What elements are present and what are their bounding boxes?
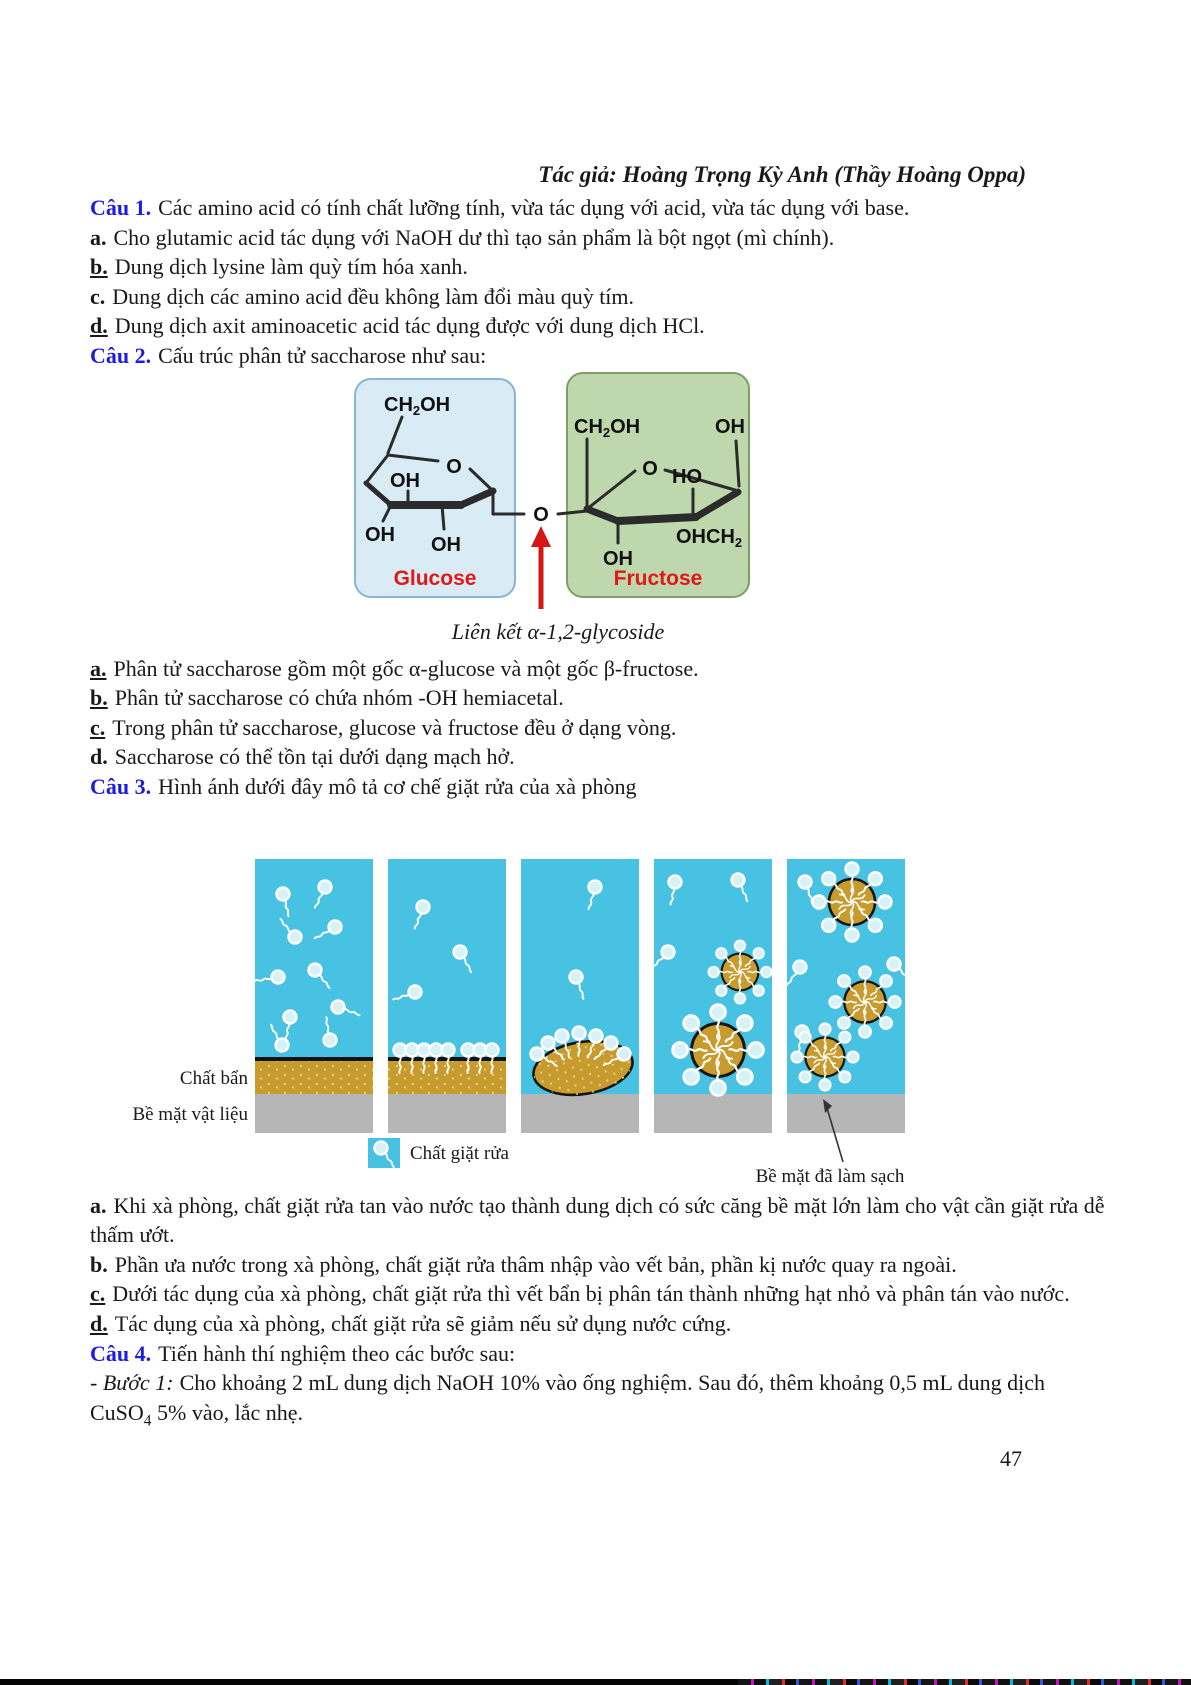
question-3-text: Hình ánh dưới đây mô tả cơ chế giặt rửa của xà phòng xyxy=(158,773,637,799)
soap-panel-3 xyxy=(521,859,639,1133)
soap-panel-2 xyxy=(388,859,506,1133)
step-label: - Bước 1: xyxy=(90,1370,174,1396)
question-1-line xyxy=(90,193,1110,223)
question-3-label: Câu 3. xyxy=(90,773,152,799)
fructose-ho-inner: HO xyxy=(672,465,702,488)
option-key: a. xyxy=(90,655,107,681)
soap-panel-4 xyxy=(647,859,772,1133)
glycosidic-o: O xyxy=(533,503,549,526)
step-text-cont: 5% vào, lắc nhẹ. xyxy=(151,1399,303,1425)
option-text: Phân tử saccharose gồm một gốc α-glucose và một gốc β-fructose. xyxy=(113,655,699,681)
question-4-line xyxy=(90,1339,1110,1369)
bottom-scan-line xyxy=(0,1679,1191,1685)
glycoside-caption: Liên kết α-1,2-glycoside xyxy=(451,618,665,644)
q4-step-1 xyxy=(90,1368,1110,1436)
question-4-text: Tiến hành thí nghiệm theo các bước sau: xyxy=(158,1340,516,1366)
option-text: Khi xà phòng, chất giặt rửa tan vào nước tạo thành dung dịch có sức căng bề mặt lớn làm cho vật cần giặt rửa dễ thấm ướt. xyxy=(90,1192,1105,1248)
option-key: d. xyxy=(90,313,108,339)
cuso4-subscript: 4 xyxy=(143,1412,152,1430)
option-text: Tác dụng của xà phòng, chất giặt rửa sẽ giảm nếu sử dụng nước cứng. xyxy=(114,1310,732,1336)
soap-diagram xyxy=(90,802,1110,1191)
soap-mechanism-figure xyxy=(90,802,1110,1191)
option-text: Phân tử saccharose có chứa nhóm -OH hemiacetal. xyxy=(114,685,564,711)
q1-option-d xyxy=(90,311,1110,341)
page-content xyxy=(90,193,1110,1473)
question-2-line xyxy=(90,341,1110,371)
q2-option-b xyxy=(90,683,1110,713)
option-key: a. xyxy=(90,1192,107,1218)
glucose-ch2oh-label: $CH_2OH$ xyxy=(384,393,451,418)
question-4-label: Câu 4. xyxy=(90,1340,152,1366)
option-text: Dưới tác dụng của xà phòng, chất giặt rửa thì vết bẩn bị phân tán thành những hạt nhỏ và phân tán vào nước. xyxy=(112,1281,1070,1307)
question-2-label: Câu 2. xyxy=(90,342,152,368)
option-key: b. xyxy=(90,685,108,711)
q1-option-b xyxy=(90,252,1110,282)
glucose-oh-left: OH xyxy=(365,523,395,546)
option-text: Phần ưa nước trong xà phòng, chất giặt rửa thâm nhập vào vết bản, phần kị nước quay ra ngoài. xyxy=(114,1251,957,1277)
fructose-ring-o: O xyxy=(642,457,658,480)
q2-option-a xyxy=(90,654,1110,684)
legend-detergent xyxy=(368,1138,510,1171)
q3-option-c xyxy=(90,1279,1110,1309)
q3-option-d xyxy=(90,1309,1110,1339)
option-text: Dung dịch axit aminoacetic acid tác dụng được với dung dịch HCl. xyxy=(114,313,705,339)
glucose-name: Glucose xyxy=(393,566,477,590)
fructose-name: Fructose xyxy=(613,566,703,590)
page-number: 47 xyxy=(1000,1445,1022,1471)
soap-panel-1 xyxy=(254,859,373,1133)
soap-panel-5 xyxy=(781,859,915,1133)
option-text: Dung dịch các amino acid đều không làm đổi màu quỳ tím. xyxy=(112,283,635,309)
fructose-ohch2-label: $OHCH_2$ xyxy=(676,525,743,550)
option-key: d. xyxy=(90,1310,108,1336)
saccharose-diagram xyxy=(90,371,1110,654)
saccharose-figure xyxy=(90,371,1110,654)
glucose-oh-bottom: OH xyxy=(431,533,461,556)
option-text: Saccharose có thể tồn tại dưới dạng mạch hở. xyxy=(114,744,515,770)
question-3-line xyxy=(90,772,1110,802)
option-text: Cho glutamic acid tác dụng với NaOH dư thì tạo sản phẩm là bột ngọt (mì chính). xyxy=(113,224,835,250)
option-key: c. xyxy=(90,283,106,309)
option-key: d. xyxy=(90,744,108,770)
label-dirt: Chất bẩn xyxy=(179,1067,248,1089)
q3-option-b xyxy=(90,1250,1110,1280)
step-text: Cho khoảng 2 mL dung dịch NaOH 10% vào ống nghiệm. Sau đó, thêm khoảng 0,5 mL dung dịch CuSO xyxy=(90,1370,1046,1425)
glucose-ring-o: O xyxy=(446,455,462,478)
option-key: a. xyxy=(90,224,107,250)
q1-option-a xyxy=(90,223,1110,253)
glucose-oh-inner: OH xyxy=(390,469,420,492)
label-detergent: Chất giặt rửa xyxy=(410,1142,509,1164)
q2-option-c xyxy=(90,713,1110,743)
fructose-ch2oh-label: $CH_2OH$ xyxy=(574,415,641,440)
option-text: Trong phân tử saccharose, glucose và fructose đều ở dạng vòng. xyxy=(112,714,677,740)
option-key: b. xyxy=(90,254,108,280)
q3-option-a xyxy=(90,1191,1110,1250)
question-1-label: Câu 1. xyxy=(90,195,152,220)
label-surface: Bề mặt vật liệu xyxy=(132,1103,248,1125)
q1-option-c xyxy=(90,282,1110,312)
option-key: c. xyxy=(90,714,106,740)
option-key: b. xyxy=(90,1251,108,1277)
question-1-text: Các amino acid có tính chất lưỡng tính, vừa tác dụng với acid, vừa tác dụng với base. xyxy=(158,195,910,220)
option-text: Dung dịch lysine làm quỳ tím hóa xanh. xyxy=(114,254,468,280)
option-key: c. xyxy=(90,1281,106,1307)
fructose-oh-top: OH xyxy=(715,415,745,438)
author-line: Tác giả: Hoàng Trọng Kỳ Anh (Thầy Hoàng Oppa) xyxy=(538,162,1026,187)
label-clean-surface: Bề mặt đã làm sạch xyxy=(755,1165,905,1187)
question-2-text: Cấu trúc phân tử saccharose như sau: xyxy=(158,342,487,368)
q2-option-d xyxy=(90,742,1110,772)
fructose-oh-bottom: OH xyxy=(603,547,633,570)
